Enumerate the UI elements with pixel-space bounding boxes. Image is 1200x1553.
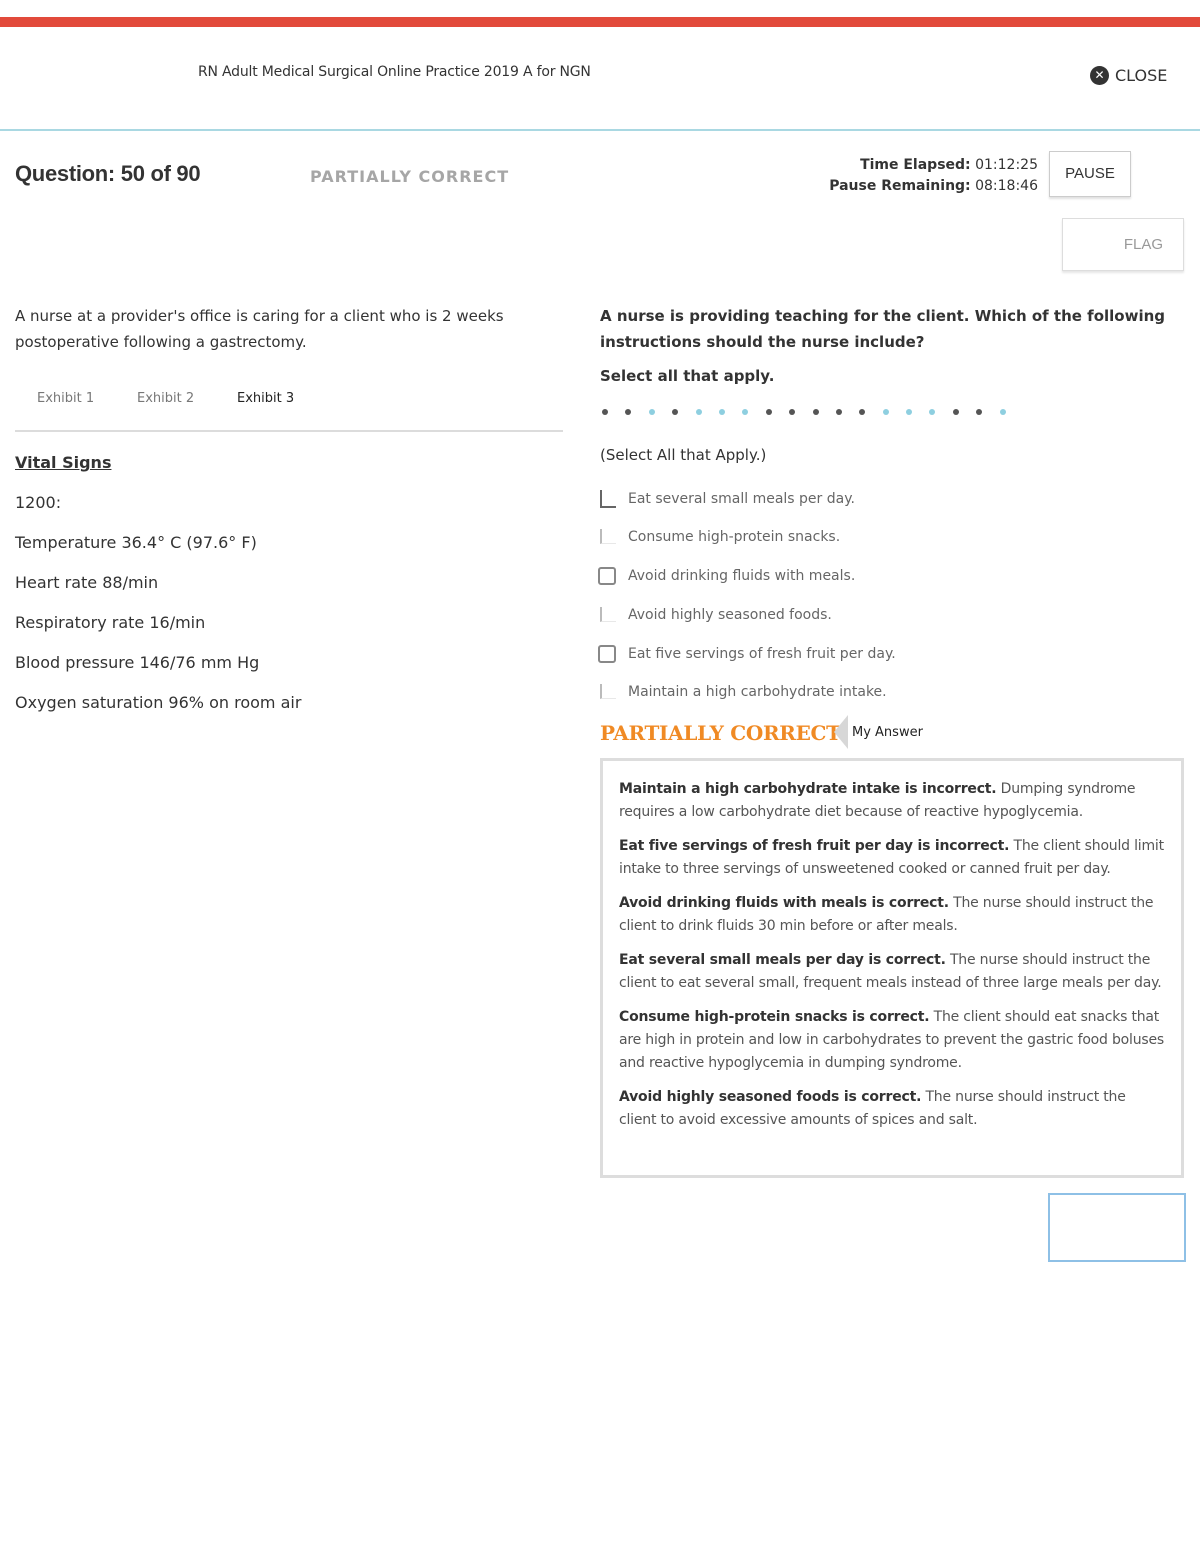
rationale-box <box>600 758 1184 1178</box>
progress-dot[interactable] <box>625 409 631 415</box>
arrow-left-icon <box>834 715 848 749</box>
progress-dot[interactable] <box>906 409 912 415</box>
checkbox-checked[interactable] <box>598 683 616 701</box>
rationale-item <box>619 835 1165 881</box>
progress-dot[interactable] <box>742 409 748 415</box>
progress-dot[interactable] <box>672 409 678 415</box>
flag-button[interactable]: FLAG <box>1062 218 1184 271</box>
progress-dot[interactable] <box>696 409 702 415</box>
rationale-verdict: Eat five servings of fresh fruit per day is incorrect. <box>619 838 1010 854</box>
progress-dot[interactable] <box>976 409 982 415</box>
vital-blood-pressure: Blood pressure 146/76 mm Hg <box>15 653 260 672</box>
option-protein-snacks[interactable] <box>598 528 840 546</box>
next-button[interactable] <box>1048 1193 1186 1262</box>
rationale-item <box>619 778 1165 824</box>
header-divider <box>0 129 1200 131</box>
progress-dot[interactable] <box>953 409 959 415</box>
exhibit-tabs <box>15 386 563 432</box>
select-note: (Select All that Apply.) <box>600 446 767 464</box>
rationale-verdict: Eat several small meals per day is correct. <box>619 952 946 968</box>
progress-dot[interactable] <box>836 409 842 415</box>
checkbox-unchecked[interactable] <box>598 645 616 663</box>
option-label: Consume high-protein snacks. <box>628 529 841 545</box>
tab-exhibit-3[interactable]: Exhibit 3 <box>237 391 295 406</box>
tab-exhibit-1[interactable]: Exhibit 1 <box>37 391 95 406</box>
progress-dot[interactable] <box>766 409 772 415</box>
close-button[interactable] <box>1090 66 1167 85</box>
option-small-meals[interactable] <box>598 490 855 508</box>
exhibit-heading: Vital Signs <box>15 453 112 472</box>
rationale-item <box>619 1086 1165 1132</box>
close-label: CLOSE <box>1115 66 1168 85</box>
question-status: PARTIALLY CORRECT <box>310 167 510 186</box>
progress-dot[interactable] <box>719 409 725 415</box>
checkbox-checked[interactable] <box>598 528 616 546</box>
top-accent-bar <box>0 17 1200 27</box>
rationale-item <box>619 892 1165 938</box>
rationale-explanation: The nurse should instruct the client to drink fluids 30 min before or after meals. <box>619 895 1154 934</box>
progress-dot[interactable] <box>789 409 795 415</box>
vital-temperature: Temperature 36.4° C (97.6° F) <box>15 533 257 552</box>
checkbox-checked[interactable] <box>598 606 616 624</box>
my-answer-label: My Answer <box>852 724 923 740</box>
exhibit-time: 1200: <box>15 493 62 512</box>
rationale-verdict: Consume high-protein snacks is correct. <box>619 1009 930 1025</box>
checkbox-unchecked[interactable] <box>598 567 616 585</box>
vital-oxygen-saturation: Oxygen saturation 96% on room air <box>15 693 302 712</box>
option-high-carb[interactable] <box>598 683 887 701</box>
rationale-item <box>619 1006 1165 1075</box>
progress-dots <box>602 409 1023 415</box>
exam-title: RN Adult Medical Surgical Online Practice 2019 A for NGN <box>198 64 591 80</box>
progress-dot[interactable] <box>813 409 819 415</box>
pause-remaining: Pause Remaining: 08:18:46 <box>829 178 1038 194</box>
rationale-explanation: The client should eat snacks that are high in protein and low in carbohydrates to prevent the gastric food boluses and reactive hypoglycemia in dumping syndrome. <box>619 1009 1165 1071</box>
progress-dot[interactable] <box>883 409 889 415</box>
option-avoid-fluids[interactable] <box>598 567 855 585</box>
option-fresh-fruit[interactable] <box>598 645 896 663</box>
progress-dot[interactable] <box>929 409 935 415</box>
question-stem: A nurse is providing teaching for the client. Which of the following instructions should the nurse include? <box>600 307 1165 351</box>
rationale-verdict: Maintain a high carbohydrate intake is incorrect. <box>619 781 997 797</box>
close-icon: ✕ <box>1090 66 1109 85</box>
my-answer-toggle[interactable] <box>834 715 923 749</box>
vital-heart-rate: Heart rate 88/min <box>15 573 159 592</box>
rationale-item <box>619 949 1165 995</box>
rationale-explanation: The client should limit intake to three servings of unsweetened cooked or canned fruit per day. <box>619 838 1164 877</box>
select-all-instruction: Select all that apply. <box>600 367 775 385</box>
timers <box>829 155 1038 197</box>
rationale-explanation: The nurse should instruct the client to eat several small, frequent meals instead of three large meals per day. <box>619 952 1162 991</box>
progress-dot[interactable] <box>1000 409 1006 415</box>
vital-respiratory-rate: Respiratory rate 16/min <box>15 613 206 632</box>
progress-dot[interactable] <box>859 409 865 415</box>
checkbox-checked[interactable] <box>598 490 616 508</box>
progress-dot[interactable] <box>602 409 608 415</box>
rationale-explanation: The nurse should instruct the client to avoid excessive amounts of spices and salt. <box>619 1089 1126 1128</box>
rationale-verdict: Avoid highly seasoned foods is correct. <box>619 1089 922 1105</box>
time-elapsed: Time Elapsed: 01:12:25 <box>860 157 1038 173</box>
rationale-verdict: Avoid drinking fluids with meals is correct. <box>619 895 949 911</box>
progress-dot[interactable] <box>649 409 655 415</box>
option-label: Maintain a high carbohydrate intake. <box>628 684 887 700</box>
option-label: Eat five servings of fresh fruit per day. <box>628 646 896 662</box>
option-label: Eat several small meals per day. <box>628 491 855 507</box>
option-label: Avoid drinking fluids with meals. <box>628 568 856 584</box>
rationale-explanation: Dumping syndrome requires a low carbohydrate diet because of reactive hypoglycemia. <box>619 781 1136 820</box>
tab-exhibit-2[interactable]: Exhibit 2 <box>137 391 195 406</box>
option-avoid-seasoned[interactable] <box>598 606 832 624</box>
question-number: Question: 50 of 90 <box>15 161 201 186</box>
pause-button[interactable]: PAUSE <box>1049 151 1131 197</box>
option-label: Avoid highly seasoned foods. <box>628 607 832 623</box>
result-status: PARTIALLY CORRECT <box>600 721 841 745</box>
scenario-text: A nurse at a provider's office is caring for a client who is 2 weeks postoperative following a gastrectomy. <box>15 307 504 351</box>
